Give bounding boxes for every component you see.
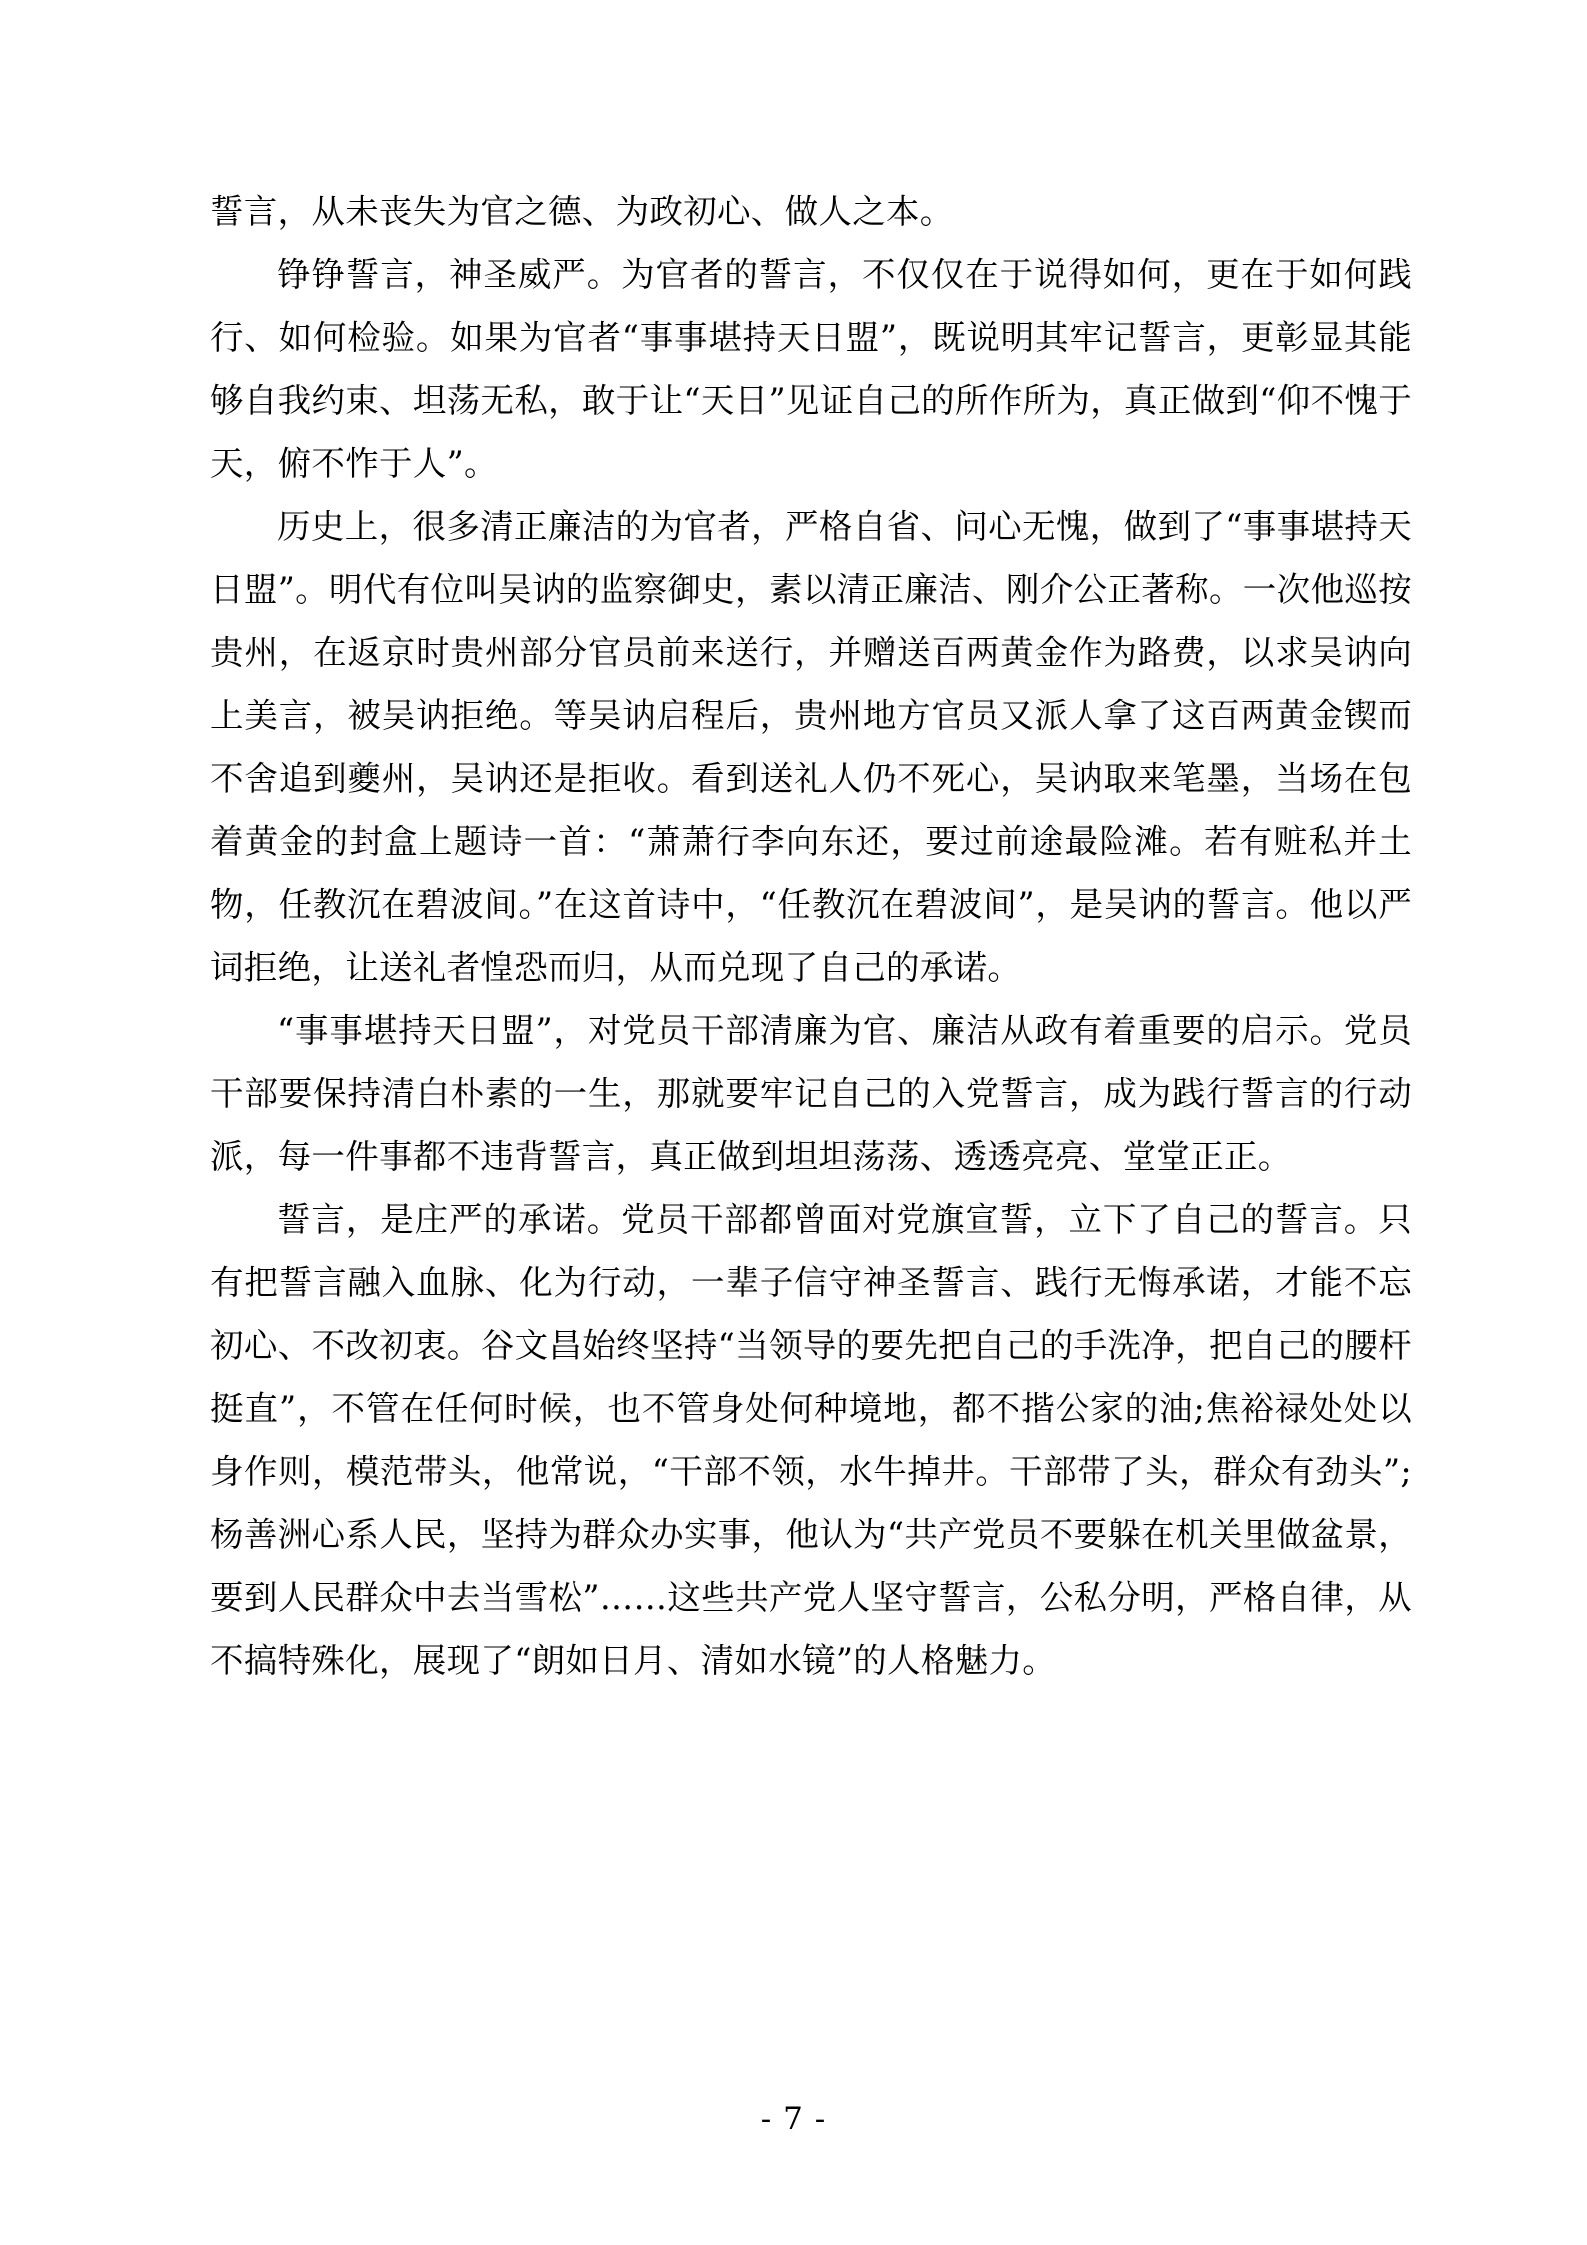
paragraph: 铮铮誓言，神圣威严。为官者的誓言，不仅仅在于说得如何，更在于如何践行、如何检验。如果为官者“事事堪持天日盟”，既说明其牢记誓言，更彰显其能够自我约束、坦荡无私，敢于让“天日”见证自己的所作所为，真正做到“仰不愧于天，俯不怍于人”。: [210, 255, 1412, 483]
paragraph: 历史上，很多清正廉洁的为官者，严格自省、问心无愧，做到了“事事堪持天日盟”。明代有位叫吴讷的监察御史，素以清正廉洁、刚介公正著称。一次他巡按贵州，在返京时贵州部分官员前来送行，并赠送百两黄金作为路费，以求吴讷向上美言，被吴讷拒绝。等吴讷启程后，贵州地方官员又派人拿了这百两黄金锲而不舍追到夔州，吴讷还是拒收。看到送礼人仍不死心，吴讷取来笔墨，当场在包着黄金的封盒上题诗一首：“萧萧行李向东还，要过前途最险滩。若有赃私并土物，任教沉在碧波间。”在这首诗中，“任教沉在碧波间”，是吴讷的誓言。他以严词拒绝，让送礼者惶恐而归，从而兑现了自己的承诺。: [210, 507, 1412, 987]
paragraph: 誓言，从未丧失为官之德、为政初心、做人之本。: [210, 192, 954, 231]
paragraph: “事事堪持天日盟”，对党员干部清廉为官、廉洁从政有着重要的启示。党员干部要保持清白朴素的一生，那就要牢记自己的入党誓言，成为践行誓言的行动派，每一件事都不违背誓言，真正做到坦坦荡荡、透透亮亮、堂堂正正。: [210, 1011, 1412, 1176]
page-number: - 7 -: [760, 2101, 827, 2137]
document-body: [210, 180, 1412, 1692]
paragraph: 誓言，是庄严的承诺。党员干部都曾面对党旗宣誓，立下了自己的誓言。只有把誓言融入血脉、化为行动，一辈子信守神圣誓言、践行无悔承诺，才能不忘初心、不改初衷。谷文昌始终坚持“当领导的要先把自己的手洗净，把自己的腰杆挺直”，不管在任何时候，也不管身处何种境地，都不揩公家的油;焦裕禄处处以身作则，模范带头，他常说，“干部不领，水牛掉井。干部带了头，群众有劲头”;杨善洲心系人民，坚持为群众办实事，他认为“共产党员不要躲在机关里做盆景，要到人民群众中去当雪松”……这些共产党人坚守誓言，公私分明，严格自律，从不搞特殊化，展现了“朗如日月、清如水镜”的人格魅力。: [210, 1200, 1412, 1680]
